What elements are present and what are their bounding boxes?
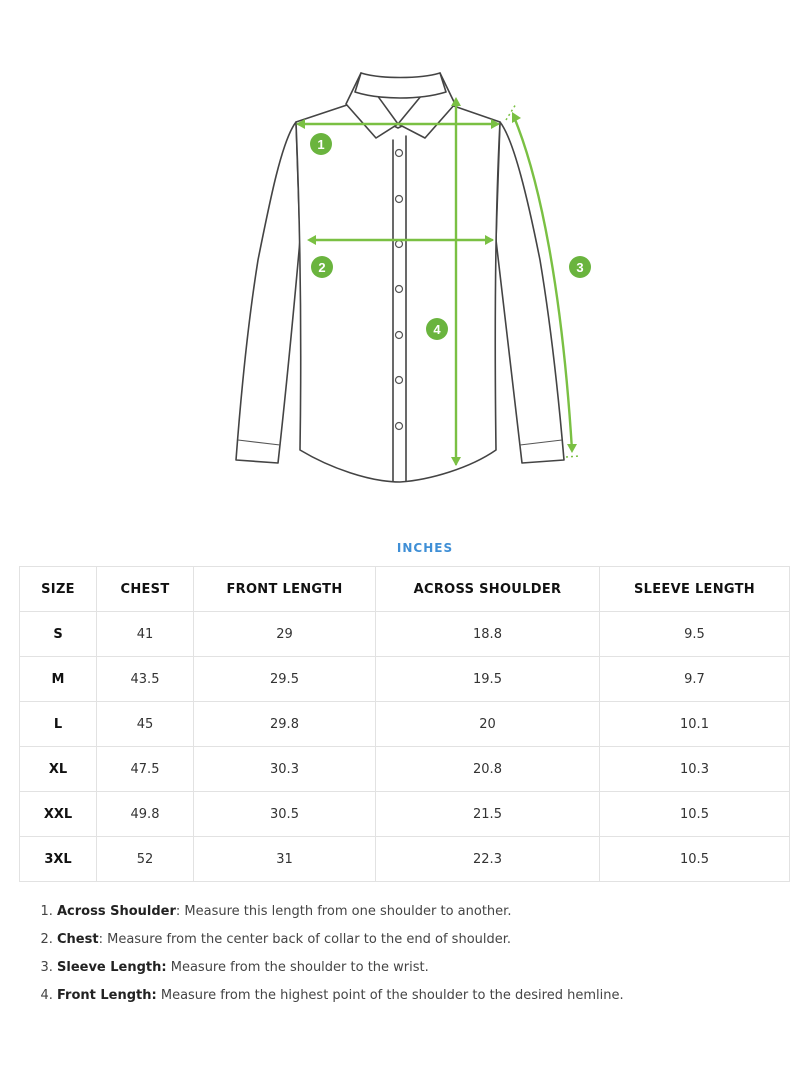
note-item (57, 926, 624, 954)
chest-cell: 47.5 (97, 747, 194, 792)
chest-cell: 41 (97, 612, 194, 657)
chest-cell: 49.8 (97, 792, 194, 837)
note-term: Sleeve Length: (57, 960, 167, 975)
front-length-cell: 31 (194, 837, 376, 882)
size-cell: M (20, 657, 97, 702)
size-cell: 3XL (20, 837, 97, 882)
shirt-diagram-icon (220, 60, 600, 500)
sleeve-length-cell: 10.1 (600, 702, 790, 747)
sleeve-length-cell: 9.7 (600, 657, 790, 702)
front-length-cell: 30.5 (194, 792, 376, 837)
note-term: Chest (57, 932, 99, 947)
marker-label-4: 4 (433, 322, 441, 337)
note-text: Measure from the shoulder to the wrist. (166, 960, 429, 975)
across-shoulder-cell: 21.5 (376, 792, 600, 837)
size-chart-table (19, 566, 790, 882)
size-cell: S (20, 612, 97, 657)
front-length-cell: 30.3 (194, 747, 376, 792)
note-item (57, 954, 624, 982)
size-cell: L (20, 702, 97, 747)
measurement-notes (39, 898, 624, 1010)
front-length-cell: 29.5 (194, 657, 376, 702)
table-row (20, 792, 790, 837)
note-text: Measure from the highest point of the shoulder to the desired hemline. (156, 988, 624, 1003)
front-length-cell: 29.8 (194, 702, 376, 747)
size-cell: XL (20, 747, 97, 792)
sleeve-length-cell: 10.5 (600, 837, 790, 882)
table-header-row (20, 567, 790, 612)
table-row (20, 747, 790, 792)
note-separator: : (98, 932, 103, 947)
chest-cell: 52 (97, 837, 194, 882)
table-row (20, 837, 790, 882)
header-front-length: FRONT LENGTH (194, 567, 376, 612)
marker-label-1: 1 (317, 137, 325, 152)
note-separator: : (175, 904, 181, 919)
across-shoulder-cell: 18.8 (376, 612, 600, 657)
chest-cell: 43.5 (97, 657, 194, 702)
across-shoulder-cell: 22.3 (376, 837, 600, 882)
note-term: Across Shoulder (57, 904, 176, 919)
across-shoulder-cell: 20.8 (376, 747, 600, 792)
header-across-shoulder: ACROSS SHOULDER (376, 567, 600, 612)
table-row (20, 612, 790, 657)
note-text: Measure from the center back of collar to the end of shoulder. (102, 932, 512, 947)
note-text: Measure this length from one shoulder to another. (180, 904, 512, 919)
note-item (57, 982, 624, 1010)
size-cell: XXL (20, 792, 97, 837)
header-sleeve-length: SLEEVE LENGTH (600, 567, 790, 612)
header-chest: CHEST (97, 567, 194, 612)
marker-label-2: 2 (318, 260, 326, 275)
across-shoulder-cell: 19.5 (376, 657, 600, 702)
unit-label: INCHES (396, 541, 454, 555)
table-row (20, 702, 790, 747)
table-row (20, 657, 790, 702)
sleeve-length-cell: 9.5 (600, 612, 790, 657)
across-shoulder-cell: 20 (376, 702, 600, 747)
sleeve-length-cell: 10.5 (600, 792, 790, 837)
sleeve-length-cell: 10.3 (600, 747, 790, 792)
marker-label-3: 3 (576, 260, 584, 275)
front-length-cell: 29 (194, 612, 376, 657)
note-term: Front Length: (57, 988, 157, 1003)
chest-cell: 45 (97, 702, 194, 747)
header-size: SIZE (20, 567, 97, 612)
note-item (57, 898, 624, 926)
